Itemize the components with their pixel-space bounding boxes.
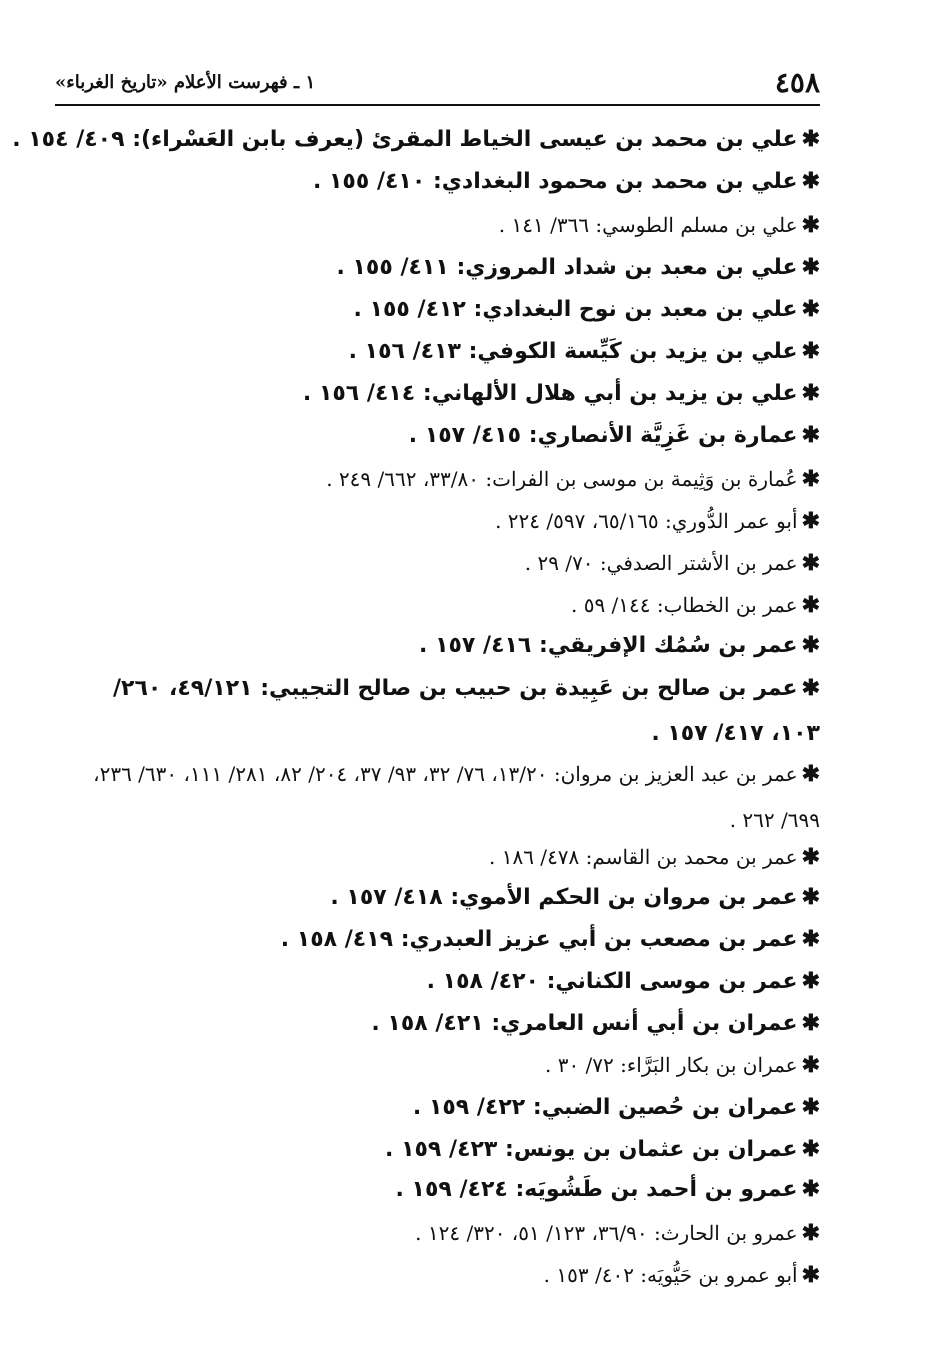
page-number: ٤٥٨ bbox=[774, 66, 820, 99]
asterisk-icon: ✱ bbox=[801, 296, 820, 322]
list-item: ✱عمران بن أبي أنس العامري: ٤٢١/ ١٥٨ . bbox=[371, 1010, 820, 1036]
list-item: ✱أبو عمرو بن حَيُّويَه: ٤٠٢/ ١٥٣ . bbox=[543, 1262, 820, 1288]
list-item: ✱عمرو بن الحارث: ٣٦/٩٠، ١٢٣/ ٥١، ٣٢٠/ ١٢٤ . bbox=[415, 1220, 820, 1246]
asterisk-icon: ✱ bbox=[801, 1010, 820, 1036]
running-title: ١ ـ فهرست الأعلام «تاريخ الغرباء» bbox=[55, 72, 316, 93]
list-item: ✱عمران بن عثمان بن يونس: ٤٢٣/ ١٥٩ . bbox=[385, 1136, 820, 1162]
asterisk-icon: ✱ bbox=[801, 675, 820, 701]
asterisk-icon: ✱ bbox=[801, 884, 820, 910]
list-item: ✱عمر بن موسى الكناني: ٤٢٠/ ١٥٨ . bbox=[426, 968, 820, 994]
asterisk-icon: ✱ bbox=[801, 254, 820, 280]
asterisk-icon: ✱ bbox=[801, 550, 820, 576]
asterisk-icon: ✱ bbox=[801, 126, 820, 152]
asterisk-icon: ✱ bbox=[801, 466, 820, 492]
asterisk-icon: ✱ bbox=[801, 168, 820, 194]
asterisk-icon: ✱ bbox=[801, 1136, 820, 1162]
list-item: ✱عمر بن مصعب بن أبي عزيز العبدري: ٤١٩/ ١٥٨ . bbox=[280, 926, 820, 952]
list-item: ✱علي بن معبد بن شداد المروزي: ٤١١/ ١٥٥ . bbox=[336, 254, 820, 280]
asterisk-icon: ✱ bbox=[801, 380, 820, 406]
asterisk-icon: ✱ bbox=[801, 761, 820, 787]
list-item: ✱عمر بن سُمُك الإفريقي: ٤١٦/ ١٥٧ . bbox=[419, 632, 820, 658]
list-item: ✱عمر بن صالح بن عَبِيدة بن حبيب بن صالح التجيبي: ٤٩/١٢١، ٢٦٠/ ١٠٣، ٤١٧/ ١٥٧ . bbox=[60, 666, 820, 757]
asterisk-icon: ✱ bbox=[801, 338, 820, 364]
list-item: ✱علي بن محمد بن عيسى الخياط المقرئ (يعرف بابن العَسْراء): ٤٠٩/ ١٥٤ . bbox=[12, 126, 820, 152]
list-item: ✱علي بن مسلم الطوسي: ٣٦٦/ ١٤١ . bbox=[498, 212, 820, 238]
list-item: ✱عمران بن حُصين الضبي: ٤٢٢/ ١٥٩ . bbox=[412, 1094, 820, 1120]
list-item: ✱علي بن يزيد بن كَيِّسة الكوفي: ٤١٣/ ١٥٦ . bbox=[348, 338, 820, 364]
asterisk-icon: ✱ bbox=[801, 1262, 820, 1288]
list-item: ✱عمر بن مروان بن الحكم الأموي: ٤١٨/ ١٥٧ . bbox=[330, 884, 820, 910]
asterisk-icon: ✱ bbox=[801, 1094, 820, 1120]
asterisk-icon: ✱ bbox=[801, 1052, 820, 1078]
asterisk-icon: ✱ bbox=[801, 422, 820, 448]
list-item: ✱علي بن يزيد بن أبي هلال الألهاني: ٤١٤/ ١٥٦ . bbox=[302, 380, 820, 406]
index-entries bbox=[12, 0, 820, 1359]
list-item: ✱عمر بن الخطاب: ١٤٤/ ٥٩ . bbox=[570, 592, 820, 618]
asterisk-icon: ✱ bbox=[801, 968, 820, 994]
list-item: ✱عمارة بن غَزِيَّة الأنصاري: ٤١٥/ ١٥٧ . bbox=[408, 422, 820, 448]
asterisk-icon: ✱ bbox=[801, 592, 820, 618]
asterisk-icon: ✱ bbox=[801, 508, 820, 534]
list-item: ✱أبو عمر الدُّوري: ٦٥/١٦٥، ٥٩٧/ ٢٢٤ . bbox=[495, 508, 820, 534]
asterisk-icon: ✱ bbox=[801, 1220, 820, 1246]
asterisk-icon: ✱ bbox=[801, 844, 820, 870]
list-item: ✱عمر بن محمد بن القاسم: ٤٧٨/ ١٨٦ . bbox=[489, 844, 820, 870]
list-item: ✱عمران بن بكار البَرَّاء: ٧٢/ ٣٠ . bbox=[544, 1052, 820, 1078]
list-item: ✱علي بن محمد بن محمود البغدادي: ٤١٠/ ١٥٥ . bbox=[312, 168, 820, 194]
list-item: ✱عمر بن عبد العزيز بن مروان: ١٣/٢٠، ٧٦/ ٣٢، ٩٣/ ٣٧، ٢٠٤/ ٨٢، ٢٨١/ ١١١، ٦٣٠/ ٢٣٦، ٦٩٩/ ٢٦٢ . bbox=[60, 752, 820, 844]
asterisk-icon: ✱ bbox=[801, 212, 820, 238]
asterisk-icon: ✱ bbox=[801, 926, 820, 952]
list-item: ✱عمر بن الأشتر الصدفي: ٧٠/ ٢٩ . bbox=[524, 550, 820, 576]
asterisk-icon: ✱ bbox=[801, 1176, 820, 1202]
asterisk-icon: ✱ bbox=[801, 632, 820, 658]
list-item: ✱عمرو بن أحمد بن طَشُويَه: ٤٢٤/ ١٥٩ . bbox=[395, 1176, 820, 1202]
list-item: ✱علي بن معبد بن نوح البغدادي: ٤١٢/ ١٥٥ . bbox=[353, 296, 820, 322]
list-item: ✱عُمارة بن وَثِيمة بن موسى بن الفرات: ٣٣/٨٠، ٦٦٢/ ٢٤٩ . bbox=[326, 466, 820, 492]
